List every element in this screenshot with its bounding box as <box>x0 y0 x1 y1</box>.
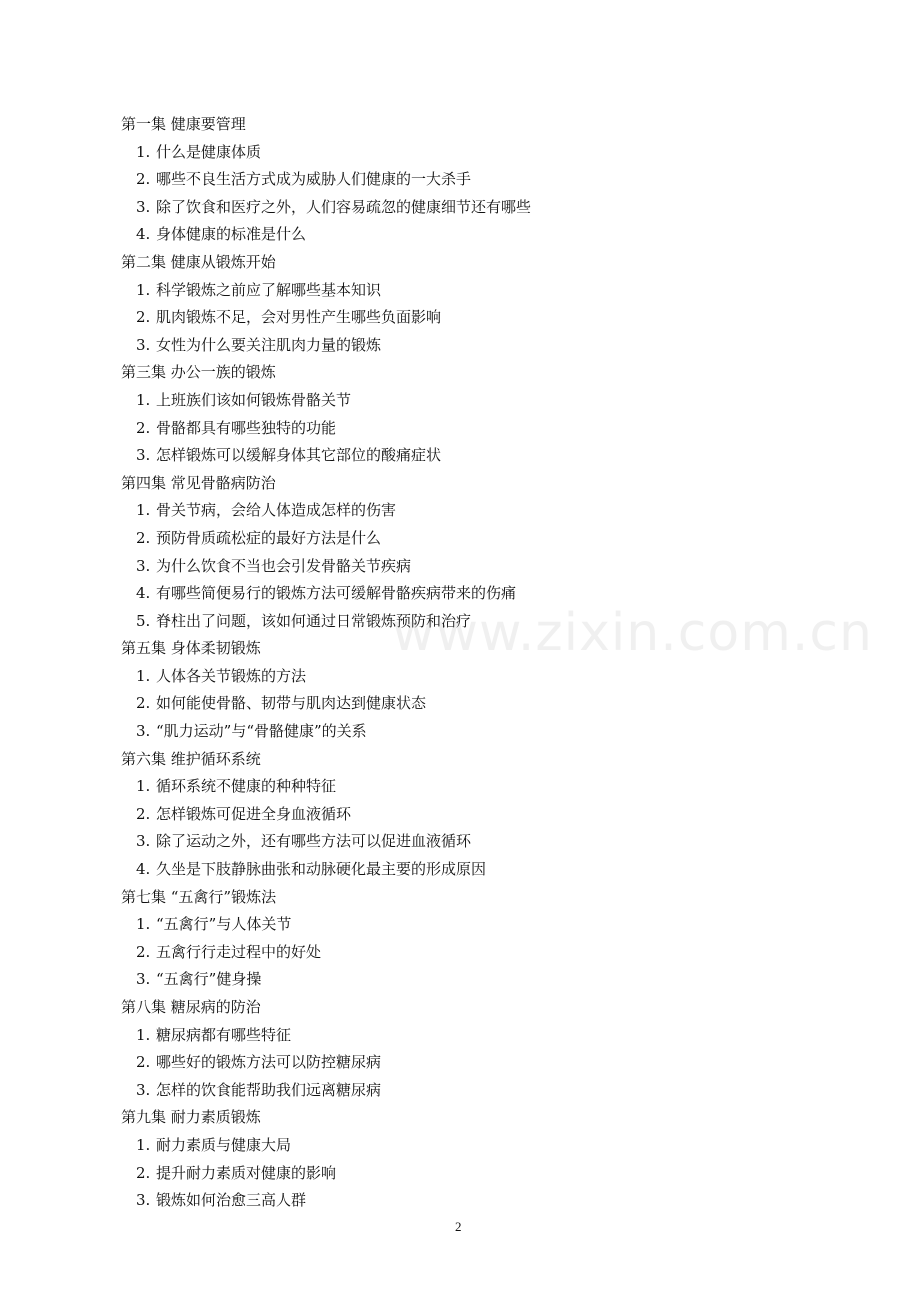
item-text: 哪些不良生活方式成为威胁人们健康的一大杀手 <box>156 170 472 189</box>
episode-section <box>121 635 821 745</box>
list-item <box>121 525 821 553</box>
list-item <box>121 497 821 525</box>
list-item <box>121 911 821 939</box>
item-text: 糖尿病都有哪些特征 <box>156 1025 292 1044</box>
item-text: 循环系统不健康的种种特征 <box>156 777 337 796</box>
item-number: 2. <box>136 418 151 437</box>
list-item <box>121 415 821 443</box>
item-number: 3. <box>136 446 151 465</box>
list-item <box>121 304 821 332</box>
list-item <box>121 387 821 415</box>
item-number: 2. <box>136 308 151 327</box>
item-text: “五禽行”健身操 <box>156 970 262 989</box>
item-text: 提升耐力素质对健康的影响 <box>156 1163 337 1182</box>
list-item <box>121 553 821 581</box>
list-item <box>121 939 821 967</box>
episode-section <box>121 249 821 359</box>
item-text: 为什么饮食不当也会引发骨骼关节疾病 <box>156 556 412 575</box>
episode-section <box>121 994 821 1104</box>
list-item <box>121 718 821 746</box>
item-number: 4. <box>136 225 151 244</box>
item-text: 什么是健康体质 <box>156 142 262 161</box>
item-text: 五禽行行走过程中的好处 <box>156 942 322 961</box>
episode-section <box>121 746 821 884</box>
list-item <box>121 1160 821 1188</box>
list-item <box>121 1132 821 1160</box>
item-number: 1. <box>136 280 151 299</box>
item-number: 1. <box>136 501 151 520</box>
item-text: “五禽行”与人体关节 <box>156 915 292 934</box>
episode-section <box>121 359 821 469</box>
item-text: 怎样锻炼可以缓解身体其它部位的酸痛症状 <box>156 446 442 465</box>
list-item <box>121 442 821 470</box>
item-text: 有哪些简便易行的锻炼方法可缓解骨骼疾病带来的伤痛 <box>156 584 517 603</box>
item-text: 骨关节病，会给人体造成怎样的伤害 <box>156 501 397 520</box>
item-number: 2. <box>136 528 151 547</box>
list-item <box>121 773 821 801</box>
item-number: 3. <box>136 970 151 989</box>
episode-section <box>121 884 821 994</box>
item-number: 3. <box>136 722 151 741</box>
list-item <box>121 1077 821 1105</box>
episode-title: 第七集 “五禽行”锻炼法 <box>121 887 277 906</box>
item-text: “肌力运动”与“骨骼健康”的关系 <box>156 722 367 741</box>
episode-section <box>121 470 821 636</box>
list-item <box>121 221 821 249</box>
item-number: 4. <box>136 860 151 879</box>
item-text: 如何能使骨骼、韧带与肌肉达到健康状态 <box>156 694 427 713</box>
item-text: 锻炼如何治愈三高人群 <box>156 1191 307 1210</box>
item-number: 5. <box>136 611 151 630</box>
list-item <box>121 139 821 167</box>
episode-title: 第九集 耐力素质锻炼 <box>121 1108 261 1127</box>
item-text: 上班族们该如何锻炼骨骼关节 <box>156 390 352 409</box>
item-text: 久坐是下肢静脉曲张和动脉硬化最主要的形成原因 <box>156 860 487 879</box>
item-number: 3. <box>136 1191 151 1210</box>
item-number: 2. <box>136 804 151 823</box>
page-number: 2 <box>455 1219 462 1234</box>
list-item <box>121 828 821 856</box>
item-number: 3. <box>136 335 151 354</box>
item-text: 科学锻炼之前应了解哪些基本知识 <box>156 280 382 299</box>
item-number: 3. <box>136 832 151 851</box>
item-text: 肌肉锻炼不足，会对男性产生哪些负面影响 <box>156 308 442 327</box>
list-item <box>121 332 821 360</box>
episode-title: 第四集 常见骨骼病防治 <box>121 473 276 492</box>
list-item <box>121 194 821 222</box>
episode-title: 第五集 身体柔韧锻炼 <box>121 639 261 658</box>
list-item <box>121 663 821 691</box>
episode-title: 第六集 维护循环系统 <box>121 749 261 768</box>
episode-section <box>121 111 821 249</box>
item-number: 4. <box>136 584 151 603</box>
item-text: 除了运动之外，还有哪些方法可以促进血液循环 <box>156 832 472 851</box>
item-number: 2. <box>136 1053 151 1072</box>
watermark: www.zixin.com.cn <box>392 603 873 663</box>
list-item <box>121 277 821 305</box>
list-item <box>121 1022 821 1050</box>
item-number: 2. <box>136 694 151 713</box>
item-text: 怎样的饮食能帮助我们远离糖尿病 <box>156 1080 382 1099</box>
list-item <box>121 166 821 194</box>
item-number: 1. <box>136 777 151 796</box>
item-text: 骨骼都具有哪些独特的功能 <box>156 418 337 437</box>
episode-title: 第八集 糖尿病的防治 <box>121 998 261 1016</box>
item-number: 1. <box>136 915 151 934</box>
item-text: 人体各关节锻炼的方法 <box>156 666 307 685</box>
episode-title: 第一集 健康要管理 <box>121 115 246 133</box>
list-item <box>121 856 821 884</box>
list-item <box>121 580 821 608</box>
item-number: 1. <box>136 1135 151 1154</box>
list-item <box>121 966 821 994</box>
item-number: 1. <box>136 390 151 409</box>
item-number: 1. <box>136 1025 151 1044</box>
item-text: 身体健康的标准是什么 <box>156 225 307 244</box>
item-text: 耐力素质与健康大局 <box>156 1135 292 1154</box>
item-number: 1. <box>136 666 151 685</box>
item-number: 3. <box>136 556 151 575</box>
episode-title: 第三集 办公一族的锻炼 <box>121 363 276 382</box>
list-item <box>121 1187 821 1215</box>
item-number: 3. <box>136 197 151 216</box>
item-text: 哪些好的锻炼方法可以防控糖尿病 <box>156 1053 382 1072</box>
item-text: 预防骨质疏松症的最好方法是什么 <box>156 528 382 547</box>
item-text: 除了饮食和医疗之外，人们容易疏忽的健康细节还有哪些 <box>156 197 532 216</box>
list-item <box>121 690 821 718</box>
item-number: 1. <box>136 142 151 161</box>
item-text: 脊柱出了问题，该如何通过日常锻炼预防和治疗 <box>156 611 472 630</box>
item-number: 2. <box>136 942 151 961</box>
item-number: 3. <box>136 1080 151 1099</box>
episode-section <box>121 1104 821 1214</box>
episode-title: 第二集 健康从锻炼开始 <box>121 252 276 271</box>
list-item <box>121 801 821 829</box>
list-item <box>121 608 821 636</box>
item-number: 2. <box>136 170 151 189</box>
item-text: 怎样锻炼可促进全身血液循环 <box>156 804 352 823</box>
list-item <box>121 1049 821 1077</box>
item-text: 女性为什么要关注肌肉力量的锻炼 <box>156 335 382 354</box>
item-number: 2. <box>136 1163 151 1182</box>
episode-outline <box>121 111 821 1215</box>
